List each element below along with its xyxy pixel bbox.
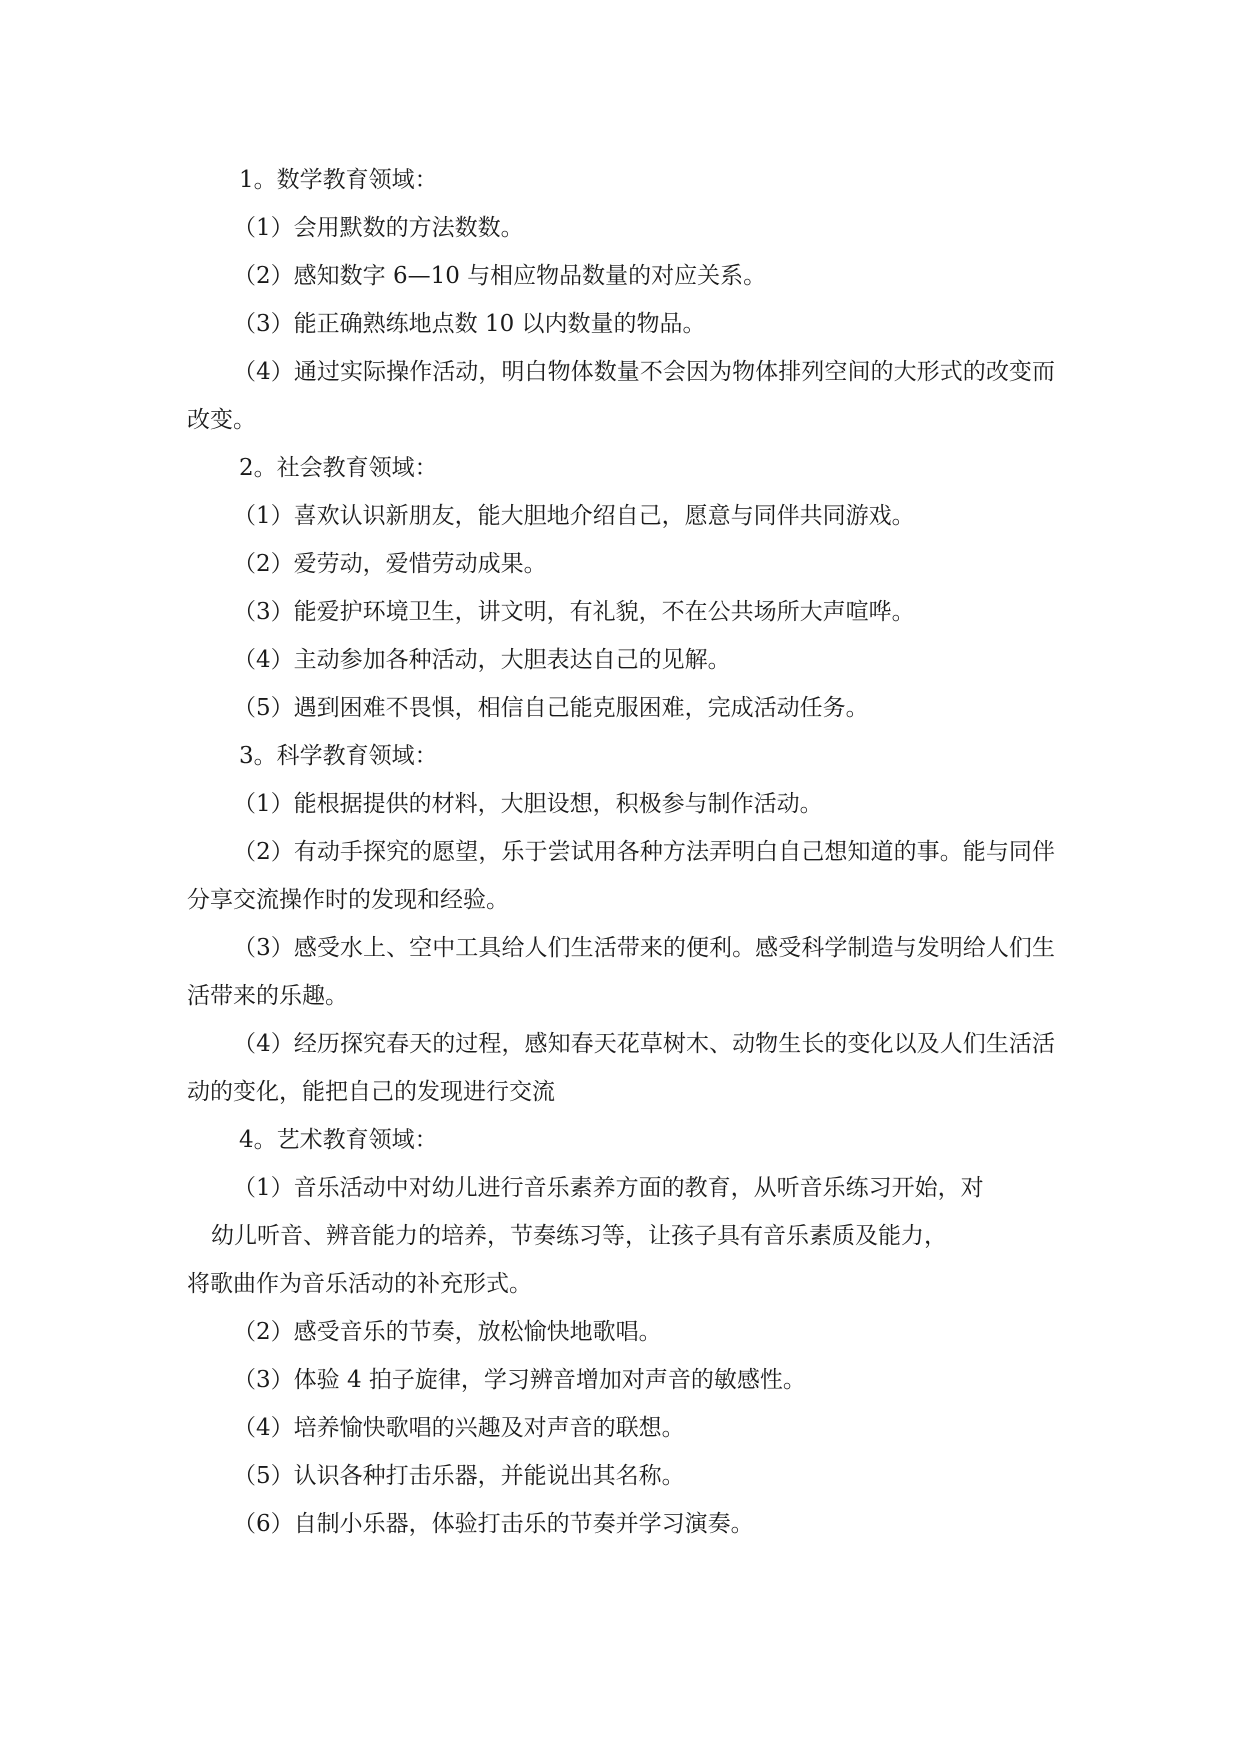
list-item: （2）有动手探究的愿望，乐于尝试用各种方法弄明白自己想知道的事。能与同伴分享交流操作时的发现和经验。 xyxy=(187,839,1055,913)
music-item-line-2: 幼儿听音、辨音能力的培养，节奏练习等，让孩子具有音乐素质及能力， xyxy=(211,1223,947,1249)
list-item: （2）爱劳动，爱惜劳动成果。 xyxy=(233,551,547,577)
music-item xyxy=(187,1164,1055,1308)
list-item: （4）培养愉快歌唱的兴趣及对声音的联想。 xyxy=(233,1415,685,1441)
list-item: （4）主动参加各种活动，大胆表达自己的见解。 xyxy=(233,647,731,673)
section-heading-social: 2。社会教育领域： xyxy=(239,455,438,481)
list-item: （5）遇到困难不畏惧，相信自己能克服困难，完成活动任务。 xyxy=(233,695,869,721)
list-item: （1）能根据提供的材料，大胆设想，积极参与制作活动。 xyxy=(233,791,823,817)
section-heading-science: 3。科学教育领域： xyxy=(239,743,438,769)
list-item: （1）喜欢认识新朋友，能大胆地介绍自己，愿意与同伴共同游戏。 xyxy=(233,503,915,529)
list-item: （6）自制小乐器，体验打击乐的节奏并学习演奏。 xyxy=(233,1511,754,1537)
list-item: （5）认识各种打击乐器，并能说出其名称。 xyxy=(233,1463,685,1489)
list-item: （2）感知数字 6—10 与相应物品数量的对应关系。 xyxy=(233,263,767,289)
music-item-line-1: （1）音乐活动中对幼儿进行音乐素养方面的教育，从听音乐练习开始，对 xyxy=(233,1175,984,1201)
section-heading-math: 1。数学教育领域： xyxy=(239,167,438,193)
list-item: （3）感受水上、空中工具给人们生活带来的便利。感受科学制造与发明给人们生活带来的乐趣。 xyxy=(187,935,1055,1009)
list-item: （3）能爱护环境卫生，讲文明，有礼貌，不在公共场所大声喧哗。 xyxy=(233,599,915,625)
list-item: （3）能正确熟练地点数 10 以内数量的物品。 xyxy=(233,311,706,337)
list-item: （2）感受音乐的节奏，放松愉快地歌唱。 xyxy=(233,1319,662,1345)
music-item-line-3: 将歌曲作为音乐活动的补充形式。 xyxy=(187,1271,532,1297)
section-heading-art: 4。艺术教育领域： xyxy=(239,1127,438,1153)
document-body xyxy=(187,156,1055,1548)
list-item: （4）通过实际操作活动，明白物体数量不会因为物体排列空间的大形式的改变而改变。 xyxy=(187,359,1055,433)
list-item: （3）体验 4 拍子旋律，学习辨音增加对声音的敏感性。 xyxy=(233,1367,806,1393)
list-item: （1）会用默数的方法数数。 xyxy=(233,215,524,241)
list-item: （4）经历探究春天的过程，感知春天花草树木、动物生长的变化以及人们生活活动的变化，能把自己的发现进行交流 xyxy=(187,1031,1055,1105)
